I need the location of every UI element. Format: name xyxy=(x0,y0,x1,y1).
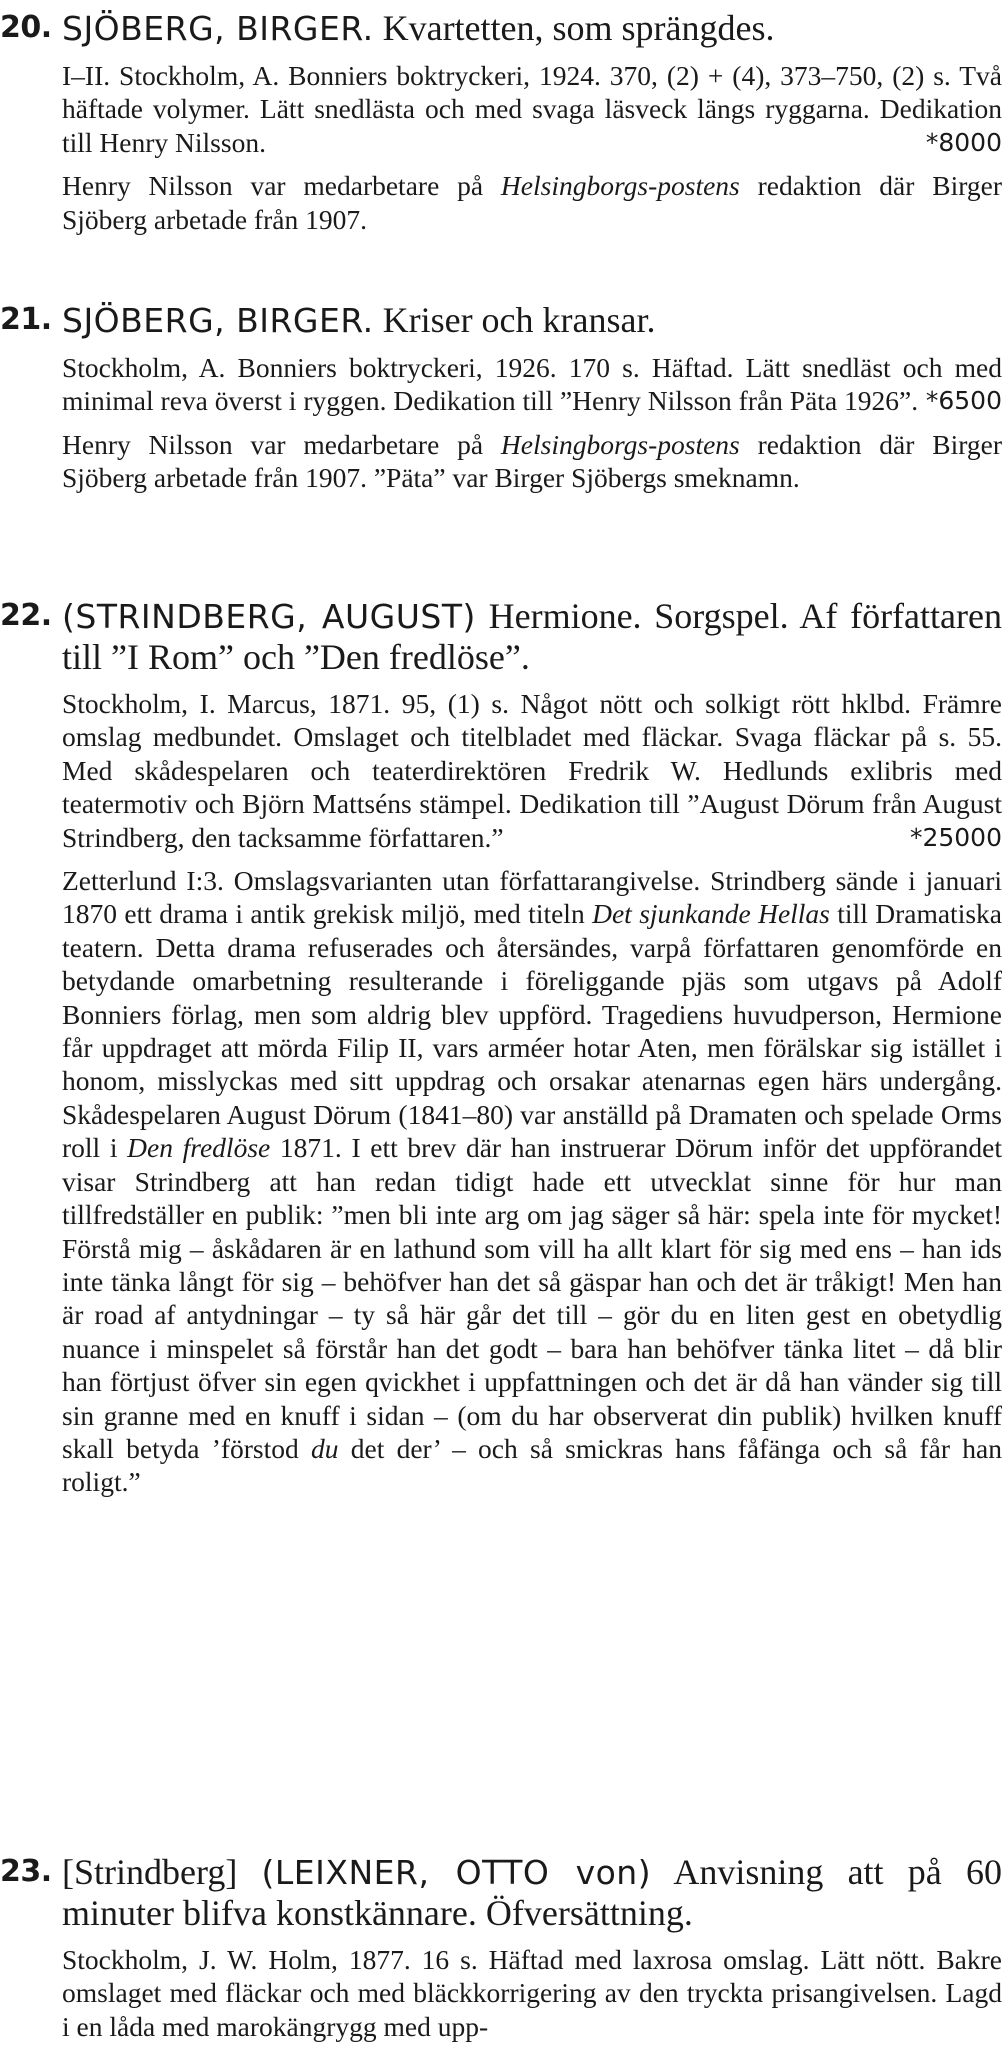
entry-number: 23. xyxy=(0,1854,52,1889)
entry-publication xyxy=(62,351,1002,418)
catalog-entry-22 xyxy=(0,596,1002,1499)
entry-author: SJÖBERG, BIRGER. xyxy=(62,301,374,340)
catalog-entry-23 xyxy=(0,1852,1002,2043)
entry-heading xyxy=(62,1852,1002,1933)
entry-price: *25000 xyxy=(909,822,1002,852)
entry-publication xyxy=(62,687,1002,854)
note-italic-text: Den fredlöse xyxy=(127,1132,271,1164)
entry-number: 22. xyxy=(0,598,52,633)
catalog-entry-21 xyxy=(0,300,1002,495)
entry-title: Kriser och kransar. xyxy=(373,300,656,340)
publication-text: Stockholm, J. W. Holm, 1877. 16 s. Häftad med laxrosa omslag. Lätt nött. Bakre omslaget med fläckar och med bläckkorrigering av den tryckta prisangivelsen. Lagd i en låda med marokängrygg med upp- xyxy=(62,1944,1002,2042)
note-italic-text: du xyxy=(311,1432,339,1464)
publication-text: Stockholm, A. Bonniers boktryckeri, 1926. 170 s. Häftad. Lätt snedläst och med minimal reva överst i ryggen. Dedikation till ”Henry Nilsson från Päta 1926”. xyxy=(62,352,1002,417)
note-text: redaktion där Birger Sjöberg arbetade från 1907. ”Päta” var Birger Sjöbergs smeknamn. xyxy=(62,428,1002,494)
note-text: Henry Nilsson var medarbetare på xyxy=(62,428,501,460)
entry-title: Kvartetten, som sprängdes. xyxy=(373,8,775,48)
entry-author: (LEIXNER, OTTO von) xyxy=(261,1853,652,1892)
entry-note xyxy=(62,864,1002,1499)
entry-note xyxy=(62,428,1002,495)
entry-author: SJÖBERG, BIRGER. xyxy=(62,9,374,48)
note-italic-text: Helsingborgs-postens xyxy=(500,170,740,202)
entry-heading xyxy=(62,596,1002,677)
note-text: 1871. I ett brev där han instruerar Dörum inför det uppförandet visar Strindberg att han redan tidigt hade ett utvecklat sinne för hur man tillfredställer en publik: ”men bli inte arg om jag säger så här: spela inte för mycket! Förstå mig – åskådaren är en lathund som vill ha allt klart för sig med ens – han ids inte tänka långt för sig – behöfver han det så gäspar han och det är tråkigt! Men han är road af antydningar – ty så här går det till – gör du en liten gest en obetydlig nuance i minspelet så förstår han det godt – bara han behöfver tänka litet – då blir han förtjust öfver sin egen qvickhet i uppfattningen och det är då han vänder sig till sin granne med en knuff i sidan – (om du har observerat din publik) hvilken knuff skall betyda ’förstod xyxy=(62,1132,1002,1464)
entry-title: Anvisning att på 60 minuter blifva konstkännare. Öfversättning. xyxy=(62,1852,1002,1933)
entry-number: 21. xyxy=(0,302,52,337)
catalog-entry-20 xyxy=(0,8,1002,236)
entry-price: *8000 xyxy=(925,127,1002,157)
note-text: redaktion där Birger Sjöberg arbetade från 1907. xyxy=(62,170,1002,235)
entry-publication xyxy=(62,59,1002,159)
entry-heading xyxy=(62,300,1002,341)
entry-publication xyxy=(62,1943,1002,2043)
entry-title-prefix: [Strindberg] xyxy=(62,1852,262,1892)
entry-author: (STRINDBERG, AUGUST) xyxy=(62,597,476,636)
entry-price: *6500 xyxy=(925,386,1002,416)
note-text: Zetterlund I:3. Omslagsvarianten utan författarangivelse. Strindberg sände i januari 1870 ett drama i antik grekisk miljö, med titeln xyxy=(62,865,1002,930)
entry-number: 20. xyxy=(0,10,52,45)
entry-title: Hermione. Sorgspel. Af författaren till ”I Rom” och ”Den fredlöse”. xyxy=(62,596,1002,677)
note-text: Henry Nilsson var medarbetare på xyxy=(62,170,501,202)
note-italic-text: Det sjunkande Hellas xyxy=(592,898,830,930)
entry-note xyxy=(62,169,1002,236)
note-text: till Dramatiska teatern. Detta drama refuserades och återsändes, varpå författaren genomförde en betydande omarbetning resulterande i föreliggande pjäs som utgavs på Adolf Bonniers förlag, men som aldrig blev uppförd. Tragediens huvudperson, Hermione får uppdraget att mörda Filip II, vars arméer hotar Aten, men förälskar sig istället i honom, misslyckas med sitt uppdrag och orsakar atenarnas egen härs undergång. Skådespelaren August Dörum (1841–80) var anställd på Dramaten och spelade Orms roll i xyxy=(62,898,1002,1164)
entry-heading xyxy=(62,8,1002,49)
note-italic-text: Helsingborgs-postens xyxy=(500,428,740,460)
note-text: det der’ – och så smickras hans fåfänga och så får han roligt.” xyxy=(62,1432,1002,1498)
publication-text: Stockholm, I. Marcus, 1871. 95, (1) s. Något nött och solkigt rött hklbd. Främre omslag medbundet. Omslaget och titelbladet med fläckar. Svaga fläckar på s. 55. Med skådespelaren och teaterdirektören Fredrik W. Hedlunds exlibris med teatermotiv och Björn Mattséns stämpel. Dedikation till ”August Dörum från August Strindberg, den tacksamme författaren.” xyxy=(62,688,1002,853)
publication-text: I–II. Stockholm, A. Bonniers boktryckeri, 1924. 370, (2) + (4), 373–750, (2) s. Två häftade volymer. Lätt snedlästa och med svaga läsveck längs ryggarna. Dedikation till Henry Nilsson. xyxy=(62,60,1002,158)
